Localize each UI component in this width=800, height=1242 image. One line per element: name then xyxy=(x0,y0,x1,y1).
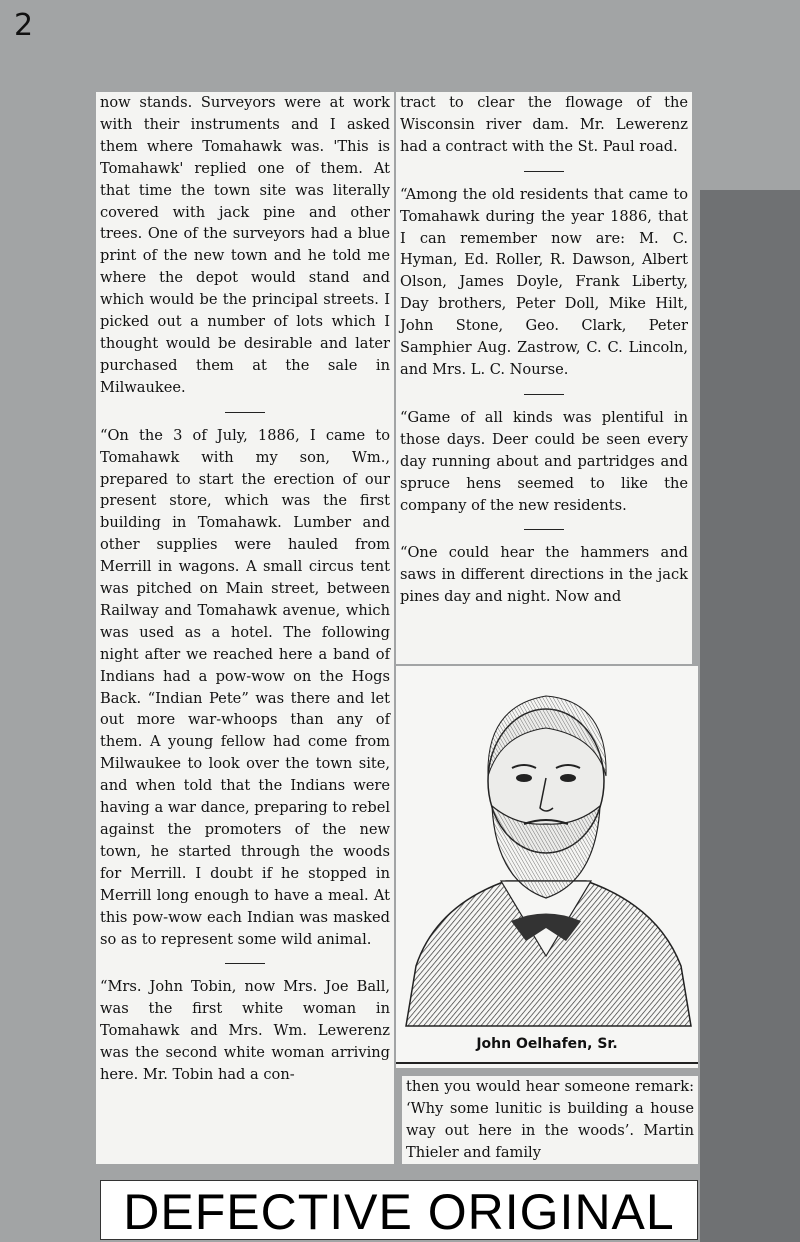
section-divider xyxy=(524,171,564,172)
paragraph: “One could hear the hammers and saws in different directions in the jack pines day and night. Now and xyxy=(400,544,688,606)
portrait-caption: John Oelhafen, Sr. xyxy=(476,1036,618,1052)
page-number: 2 xyxy=(14,8,34,43)
left-column xyxy=(96,92,394,1164)
paragraph: “Among the old residents that came to Tomahawk during the year 1886, that I can remember now are: M. C. Hyman, Ed. Roller, R. Dawson, Albert Olson, James Doyle, Frank Liberty, Day brothers, Peter Doll, Mike Hilt, John Stone, Geo. Clark, Peter Samphier Aug. Zastrow, C. C. Lincoln, and Mrs. L. C. Nourse. xyxy=(400,185,688,378)
paragraph: tract to clear the flowage of the Wisconsin river dam. Mr. Lewerenz had a contract with the St. Paul road. xyxy=(400,94,688,155)
section-divider xyxy=(225,963,265,964)
paragraph: “Mrs. John Tobin, now Mrs. Joe Ball, was the first white woman in Tomahawk and Mrs. Wm. Lewerenz was the second white woman arriving here. Mr. Tobin had a con- xyxy=(100,978,390,1084)
paragraph: then you would hear someone remark: ‘Why some lunitic is building a house way out here in the woods’. Martin Thieler and family xyxy=(406,1078,694,1161)
portrait-engraving xyxy=(396,666,698,1068)
paragraph: “On the 3 of July, 1886, I came to Tomahawk with my son, Wm., prepared to start the erection of our present store, which was the first building in Tomahawk. Lumber and other supplies were hauled from Merrill in wagons. A small circus tent was pitched on Main street, between Railway and Tomahawk avenue, which was used as a hotel. The following night after we reached here a band of Indians had a pow-wow on the Hogs Back. “Indian Pete” was there and let out more war-whoops than any of them. A young fellow had come from Milwaukee to look over the town site, and when told that the Indians were having a war dance, preparing to rebel against the promoters of the new town, he started through the woods for Merrill. I doubt if he stopped in Merrill long enough to have a meal. At this pow-wow each Indian was masked so as to represent some wild animal. xyxy=(100,426,390,948)
section-divider xyxy=(225,412,265,413)
paragraph: “Game of all kinds was plentiful in those days. Deer could be seen every day running about and partridges and spruce hens seemed to like the company of the new residents. xyxy=(400,408,688,514)
right-column-bottom xyxy=(402,1076,698,1164)
paragraph: now stands. Surveyors were at work with their instruments and I asked them where Tomahawk was. 'This is Tomahawk' replied one of them. At that time the town site was literally covered with jack pine and other trees. One of the surveyors had a blue print of the new town and he told me where the depot would stand and which would be the principal streets. I picked out a number of lots which I thought would be desirable and later purchased them at the sale in Milwaukee. xyxy=(100,94,390,396)
caption-divider xyxy=(396,1062,698,1064)
backing-strip xyxy=(700,190,800,1242)
section-divider xyxy=(524,529,564,530)
defective-original-stamp: DEFECTIVE ORIGINAL xyxy=(100,1180,698,1240)
right-column-top xyxy=(396,92,692,664)
section-divider xyxy=(524,394,564,395)
portrait-illustration xyxy=(396,666,698,1028)
